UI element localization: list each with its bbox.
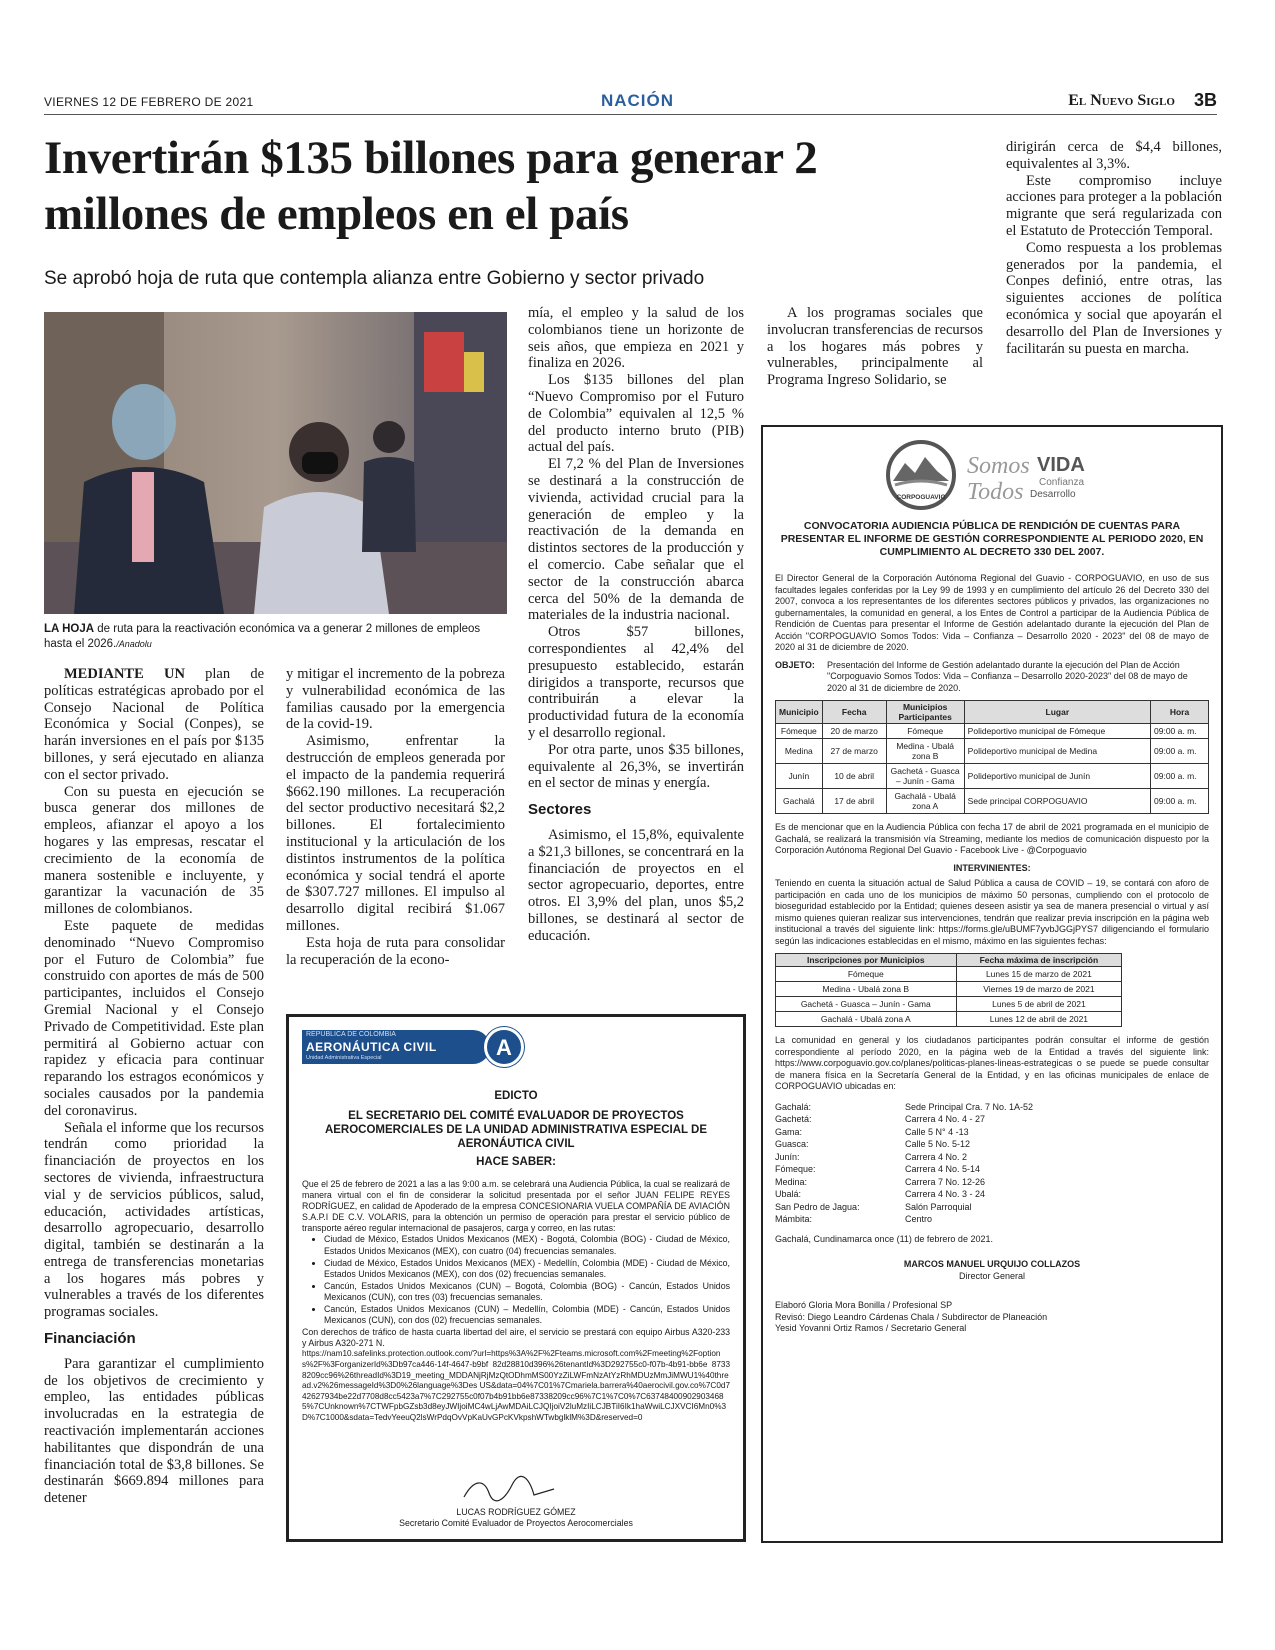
table-cell: Fómeque [776,967,957,982]
paragraph: Otros $57 billones, correspondientes al 42,4% del presupuesto establecido, estarán dirigidos a transporte, recursos que contribuirán a elevar la productividad futura de la economía y el desarrollo regional. [528,624,744,741]
office-town: Gachalá: [775,1101,812,1112]
office-address: Centro [905,1214,933,1224]
table-row [776,967,1122,982]
table-cell: 09:00 a. m. [1151,724,1209,739]
column-header: Municipio [776,701,823,724]
aerocivil-notice [286,1014,746,1542]
table-cell: Polideportivo municipal de Junín [964,764,1150,789]
office-address: Carrera 4 No. 2 [905,1151,968,1162]
aerocivil-emblem-icon [484,1027,524,1067]
office-address: Calle 5 No. 5-12 [905,1139,971,1149]
table-cell: Gachetá - Guasca – Junín - Gama [886,764,964,789]
column-header: Inscripciones por Municipios [776,954,957,967]
column-header: Fecha máxima de inscripción [956,954,1122,967]
director-name: MARCOS MANUEL URQUIJO COLLAZOS [903,1259,1081,1269]
table-cell: Polideportivo municipal de Fómeque [964,724,1150,739]
caption-lead: LA HOJA [44,623,95,635]
table-cell: Junín [776,764,823,789]
table-cell: Polideportivo municipal de Medina [964,739,1150,764]
logo-todos: Todos [967,479,1024,505]
table-cell: Gachalá - Ubalá zona A [776,1012,957,1027]
streaming-note: Es de mencionar que en la Audiencia Pública con fecha 17 de abril de 2021 programada en el municipio de Gachalá, se realizará la transmisión vía Streaming, mediante los medios de comunicación dispuesto por la Corporación Autónoma Regional Del Guavio - Facebook Live - @Corpoguavio [775,822,1209,855]
table-row [776,764,1209,789]
table-cell: Gachalá [776,789,823,814]
photo-caption [44,622,507,652]
schedule-table [775,700,1209,814]
paragraph: Con su puesta en ejecución se busca generar dos millones de empleos, afianzar el apoyo a los hogares y las empresas, rescatar el crecimiento de la economía de manera sostenible e incluyente, y garantizar la vacunación de 35 millones de colombianos. [44,783,264,918]
emblem-letter: A [496,1035,512,1060]
logo-desarrollo: Desarrollo [1030,489,1076,500]
consult-text: La comunidad en general y los ciudadanos participantes podrán consultar el informe de gestión correspondiente al período 2020, en la página web de la Entidad a través del siguiente link: https://www.corpoguavio.gov.co/planes/politicas-planes-lineas-estrategicas o se puede se puede consultar de manera física en la Secretaría General de la Entidad, y en las oficinas municipales de enlace de CORPOGUAVIO ubicadas en: [775,1035,1209,1091]
article-column-1 [44,666,264,1507]
page-number: 3B [1193,90,1217,110]
office-address: Carrera 7 No. 12-26 [905,1176,986,1187]
objeto-text: Presentación del Informe de Gestión adelantado durante la ejecución del Plan de Acción "Corpoguavio Somos Todos: Vida – Confianza – Desarrollo 2020-2023" del 08 de mayo de 2020 al 31 de diciembre de 2020. [827,659,1188,693]
table-cell: Lunes 12 de abril de 2021 [956,1012,1122,1027]
subheading-financiacion: Financiación [44,1330,136,1348]
registration-table [775,953,1122,1027]
page-date: VIERNES 12 DE FEBRERO DE 2021 [44,95,254,109]
paragraph: Asimismo, el 15,8%, equivalente a $21,3 billones, se concentrará en la financiación de proyectos en el sector agropecuario, deportes, entre otros. El 3,9% del plan, unos $5,2 billones, se destinará al sector de educación. [528,826,744,944]
office-town: Junín: [775,1151,800,1162]
table-cell: Lunes 15 de marzo de 2021 [956,967,1122,982]
office-town: Medina: [775,1176,808,1187]
table-cell: 17 de abril [822,789,886,814]
notice-title: EL SECRETARIO DEL COMITÉ EVALUADOR DE PROYECTOS AEROCOMERCIALES DE LA UNIDAD ADMINISTRATIVA ESPECIAL DE AERONÁUTICA CIVIL [324,1110,708,1150]
table-row [776,724,1209,739]
logo-vida: VIDA [1037,454,1085,476]
intervinientes-heading: INTERVINIENTES: [953,862,1031,873]
street-scene-image [44,312,507,614]
route-item: • Ciudad de México, Estados Unidos Mexicanos (MEX) - Medellín, Colombia (MDE) - Ciudad de México, Estados Unidos Mexicanos (MEX), con dos (02) frecuencias semanales. [324,1258,730,1280]
article-column-5 [1006,139,1222,357]
table-row [776,789,1209,814]
table-cell: 27 de marzo [822,739,886,764]
article-photo [44,312,507,614]
notice-intro: Que el 25 de febrero de 2021 a las a las 9:00 a.m. se celebrará una Audiencia Pública, la cual se realizará de manera virtual con el fin de considerar la solicitud presentada por el señor JUAN FELIPE REYES RODRÍGUEZ, en calidad de Apoderado de la empresa CONCESIONARIA VUELA COMPAÑÍA DE AVIACIÓN S.A.P.I DE C.V. VOLARIS, para la obtención un permiso de operación para prestar el servicio público de transporte aéreo regular internacional de pasajeros, carga y correo, en las rutas: [302,1179,730,1234]
paragraph: Por otra parte, unos $35 billones, equivalente al 26,3%, se invertirán en el sector de minas y energía. [528,741,744,792]
route-item: • Cancún, Estados Unidos Mexicanos (CUN) – Bogotá, Colombia (BOG) - Cancún, Estados Unidos Mexicanos (CUN), con tres (03) frecuencias semanales. [324,1281,730,1303]
paragraph: Para garantizar el cumplimiento de los objetivos de crecimiento y empleo, las entidades públicas involucradas en la estrategia de reactivación implementarán acciones habilitantes que dispondrán de una financiación total de $3,8 billones. Se destinarán $669.894 millones para detener [44,1355,264,1507]
table-cell: Lunes 5 de abril de 2021 [956,997,1122,1012]
intervinientes-text: Teniendo en cuenta la situación actual de Salud Pública a causa de COVID – 19, se contará con aforo de participación en cada uno de los municipios de máximo 50 personas, cumpliendo con el protocolo de bioseguridad establecido por la Entidad; quienes deseen asistir ya sea de manera presencial o virtual y así mismo quienes quieran realizar sus intervenciones, tendrán que realizar previa inscripción en la página web institucional a través del siguiente link: https://forms.gle/uBUMF7yvbJGGjPYS7 diligenciando el formulario según las indicaciones establecidas en el mismo, máximo en las siguientes fechas: [775,878,1209,946]
office-address: Carrera 4 No. 4 - 27 [905,1114,986,1124]
convocatoria-title: CONVOCATORIA AUDIENCIA PÚBLICA DE RENDICIÓN DE CUENTAS PARA PRESENTAR EL INFORME DE GESTIÓN CORRESPONDIENTE AL PERIODO 2020, EN CUMPLIMIENTO AL DECRETO 330 DEL 2007. [780,520,1204,558]
office-address: Carrera 4 No. 3 - 24 [905,1189,986,1199]
office-address-list [775,1101,1209,1226]
article-column-3 [528,305,744,944]
route-item: • Cancún, Estados Unidos Mexicanos (CUN) – Medellín, Colombia (MDE) - Cancún, Estados Unidos Mexicanos (CUN), con dos (02) frecuencias semanales. [324,1304,730,1326]
corpoguavio-notice [761,425,1223,1543]
table-cell: 10 de abril [822,764,886,789]
column-header: Hora [1151,701,1209,724]
table-cell: Viernes 19 de marzo de 2021 [956,982,1122,997]
table-cell: 09:00 a. m. [1151,739,1209,764]
objeto-label: OBJETO: [775,659,815,670]
article-column-4 [767,305,983,389]
article-headline: Invertirán $135 billones para generar 2 millones de empleos en el país [44,132,818,240]
paragraph: Como respuesta a los problemas generados por la pandemia, el Conpes definió, entre otras, las siguientes acciones de política económica y social que apoyarán el desarrollo del Plan de Inversiones y facilitarán su puesta en marcha. [1006,239,1222,357]
table-cell: Fómeque [776,724,823,739]
table-cell: Gachetá - Guasca – Junín - Gama [776,997,957,1012]
office-address: Salón Parroquial [905,1201,972,1212]
logo-country: REPÚBLICA DE COLOMBIA [306,1031,396,1038]
paragraph: Asimismo, enfrentar la destrucción de empleos generada por el impacto de la pandemia requerirá $662.190 millones. La recuperación del sector productivo necesitará $2,2 billones. El fortalecimiento institucional y la articulación de los distintos instrumentos de la política económica y social tendrá el aporte de $307.727 millones. El impulso al desarrollo digital recibirá $1.067 millones. [286,733,505,934]
logo-org-name: CORPOGUAVIO [896,494,946,501]
convocatoria-intro: El Director General de la Corporación Autónoma Regional del Guavio - CORPOGUAVIO, en uso de sus facultades legales conferidas por la Ley 99 de 1993 y en cumplimiento del artículo 26 del Decreto 330 del 2007, convoca a los representantes de los diferentes sectores públicos y privados, las organizaciones no gubernamentales, la comunidad en general, a los Entes de Control a participar de la Audiencia Pública de Rendición de Cuentas para presentar el Informe de Gestión adelantado durante la ejecución del Plan de Acción "CORPOGUAVIO Somos Todos: Vida – Confianza – Desarrollo 2020 - 2023" del 08 de mayo de 2020 al 31 de diciembre de 2020. [775,573,1209,652]
table-cell: 20 de marzo [822,724,886,739]
place-date: Gachalá, Cundinamarca once (11) de febrero de 2021. [775,1233,993,1244]
paragraph: A los programas sociales que involucran transferencias de recursos a los hogares más pobres y vulnerables, principalmente al Programa Ingreso Solidario, se [767,305,983,389]
notice-edicto: EDICTO [494,1090,538,1102]
office-town: Guasca: [775,1139,809,1149]
logo-agency-subtitle: Unidad Administrativa Especial [306,1055,382,1061]
logo-somos: Somos [967,453,1030,479]
notice-body [302,1179,730,1424]
director-role: Director General [958,1270,1026,1281]
newspaper-name: El Nuevo Siglo [1068,92,1175,109]
route-item: • Ciudad de México, Estados Unidos Mexicanos (MEX) - Bogotá, Colombia (BOG) - Ciudad de México, Estados Unidos Mexicanos (MEX), con cuatro (04) frecuencias semanales. [324,1234,730,1256]
objeto-block [775,660,1209,695]
section-title: NACIÓN [600,91,675,110]
logo-confianza: Confianza [1039,477,1085,488]
caption-text: de ruta para la reactivación económica va a generar 2 millones de empleos hasta el 2026. [44,623,481,650]
subheading-sectores: Sectores [528,801,592,819]
article-column-2 [286,666,505,968]
paragraph: Señala el informe que los recursos tendrán como prioridad la financiación de proyectos en los sectores de vivienda, infraestructura vial y de servicios públicos, salud, educación, actividades artísticas, desarrollo agropecuario, desarrollo digital, también se destinarán a la entrega de transferencias monetarias a los hogares más pobres y vulnerables a través de los diferentes programas sociales. [44,1119,264,1321]
paragraph: Los $135 billones del plan “Nuevo Compromiso por el Futuro de Colombia” equivalen al 12,5 % del producto interno bruto (PIB) actual del país. [528,372,744,456]
table-cell: 09:00 a. m. [1151,764,1209,789]
office-address: Carrera 4 No. 5-14 [905,1164,981,1174]
office-town: Gachetá: [775,1114,812,1124]
table-row [776,997,1122,1012]
corpoguavio-body [775,520,1209,1335]
paragraph: mía, el empleo y la salud de los colombianos tiene un horizonte de seis años, que empieza en 2021 y finaliza en 2026. [528,305,744,372]
article-subhead: Se aprobó hoja de ruta que contempla alianza entre Gobierno y sector privado [44,268,705,289]
signer-name: LUCAS RODRÍGUEZ GÓMEZ [456,1507,576,1517]
table-row [776,982,1122,997]
credit-line: Yesid Yovanni Ortiz Ramos / Secretario General [775,1323,967,1333]
paragraph: Esta hoja de ruta para consolidar la recuperación de la econo- [286,934,505,968]
office-town: Ubalá: [775,1189,802,1199]
office-town: San Pedro de Jagua: [775,1201,860,1212]
table-cell: Medina - Ubalá zona B [776,982,957,997]
office-address: Sede Principal Cra. 7 No. 1A-52 [905,1101,1034,1112]
paragraph: El 7,2 % del Plan de Inversiones se destinará a la construcción de vivienda, actividad crucial para la generación de empleo y la reactivación de la demanda en distintos sectores de la producción y el comercio. Cabe señalar que el sector de la construcción abarca cerca del 50% de la demanda de materiales de la industria nacional. [528,456,744,624]
header-rule [44,114,1217,115]
column-header: Fecha [822,701,886,724]
paragraph: y mitigar el incremento de la pobreza y vulnerabilidad económica de las familias causado por la emergencia de la covid-19. [286,666,505,733]
paragraph [44,666,264,784]
table-cell: Fómeque [886,724,964,739]
paragraph: dirigirán cerca de $4,4 billones, equivalentes al 3,3%. [1006,139,1222,172]
notice-rights: Con derechos de tráfico de hasta cuarta libertad del aire, el servicio se prestará con equipo Airbus A320-233 y Airbus A320-271 N. [302,1327,730,1349]
table-header-row [776,701,1209,724]
table-row [776,1012,1122,1027]
office-town: Gama: [775,1126,803,1137]
signature-icon [454,1475,564,1503]
table-header-row [776,954,1122,967]
credit-line: Revisó: Diego Leandro Cárdenas Chala / Subdirector de Planeación [775,1311,1048,1322]
table-cell: Gachalá - Ubalá zona A [886,789,964,814]
office-town: Fómeque: [775,1164,816,1174]
route-list [324,1234,730,1326]
office-address: Calle 5 N° 4 -13 [905,1126,969,1137]
table-cell: 09:00 a. m. [1151,789,1209,814]
table-cell: Sede principal CORPOGUAVIO [964,789,1150,814]
signer-role: Secretario Comité Evaluador de Proyectos Aerocomerciales [399,1518,633,1528]
logo-agency-name: AERONÁUTICA CIVIL [306,1040,437,1054]
aerocivil-logo [302,1030,522,1064]
paragraph: Este paquete de medidas denominado “Nuevo Compromiso por el Futuro de Colombia” fue construido con aportes de más de 500 participantes, incluidos el Consejo Gremial Nacional y el Consejo Privado de Competitividad. Este plan permitirá al Gobierno actuar con rapidez y eficacia para continuar reparando los estragos económicos y sociales causados por la pandemia del coronavirus. [44,917,264,1119]
column-header: Municipios Participantes [886,701,964,724]
notice-signature-block [302,1507,730,1529]
paragraph-text: plan de políticas estratégicas aprobado por el Consejo Nacional de Política Económica y Social (Conpes), se harán inversiones en el país por $135 billones, y será ejecutado en alianza con el sector privado. [44,666,264,783]
paragraph-lead: MEDIANTE UN [64,666,185,682]
office-town: Mámbita: [775,1214,813,1224]
caption-credit: /Anadolu [116,639,152,649]
corpoguavio-emblem-icon [885,439,1105,511]
corpoguavio-logo [885,439,1105,511]
table-row [776,739,1209,764]
column-header: Lugar [964,701,1150,724]
aerocivil-logo-bar [302,1030,490,1064]
table-cell: Medina - Ubalá zona B [886,739,964,764]
table-cell: Medina [776,739,823,764]
credit-line: Elaboró Gloria Mora Bonilla / Profesional SP [775,1300,953,1310]
notice-title-block [302,1089,730,1169]
paragraph: Este compromiso incluye acciones para proteger a la población migrante que será regularizada con el Estatuto de Protección Temporal. [1006,172,1222,239]
meeting-link[interactable]: https://nam10.safelinks.protection.outlook.com/?url=https%3A%2F%2Fteams.microsoft.com%2Fmeeting%2Foptions%2F%3ForganizerId%3Db97ca446-14f-4647-b9bf 82d28810d396%26tenantId%3D292755c0-f07b-4b91-bb6e 87338209cc96%26threadId%3D19_meeting_MDDANjRjMzQtODhmMS00YzZiLWFmNzAtYzRhMDUzMmJiMWU1%40thread.v2%26messageId%3D0%26language%3Des US&data=04%7C01%7Cmariela.barrera%40aerocivil.gov.co%7C0d742627934be22d7708d8cc5423a7%7C292755c0f07b4b91bb6e87338209cc96%7C1%7C0%7C637484009029034685%7CUnknown%7CTWFpbGZsb3d8eyJWIjoiMC4wLjAwMDAiLCJQIjoiV2luMzIiLCJBTiI6Ik1haWwiLCJXVCI6Mn0%3D%7C1000&sdata=TedvYeeuQ2lsWrPdqOvVpKaUvGPcKVkpshWTwbglklM%3D&reserved=0 [302,1349,730,1422]
notice-hace-saber: HACE SABER: [476,1156,556,1168]
